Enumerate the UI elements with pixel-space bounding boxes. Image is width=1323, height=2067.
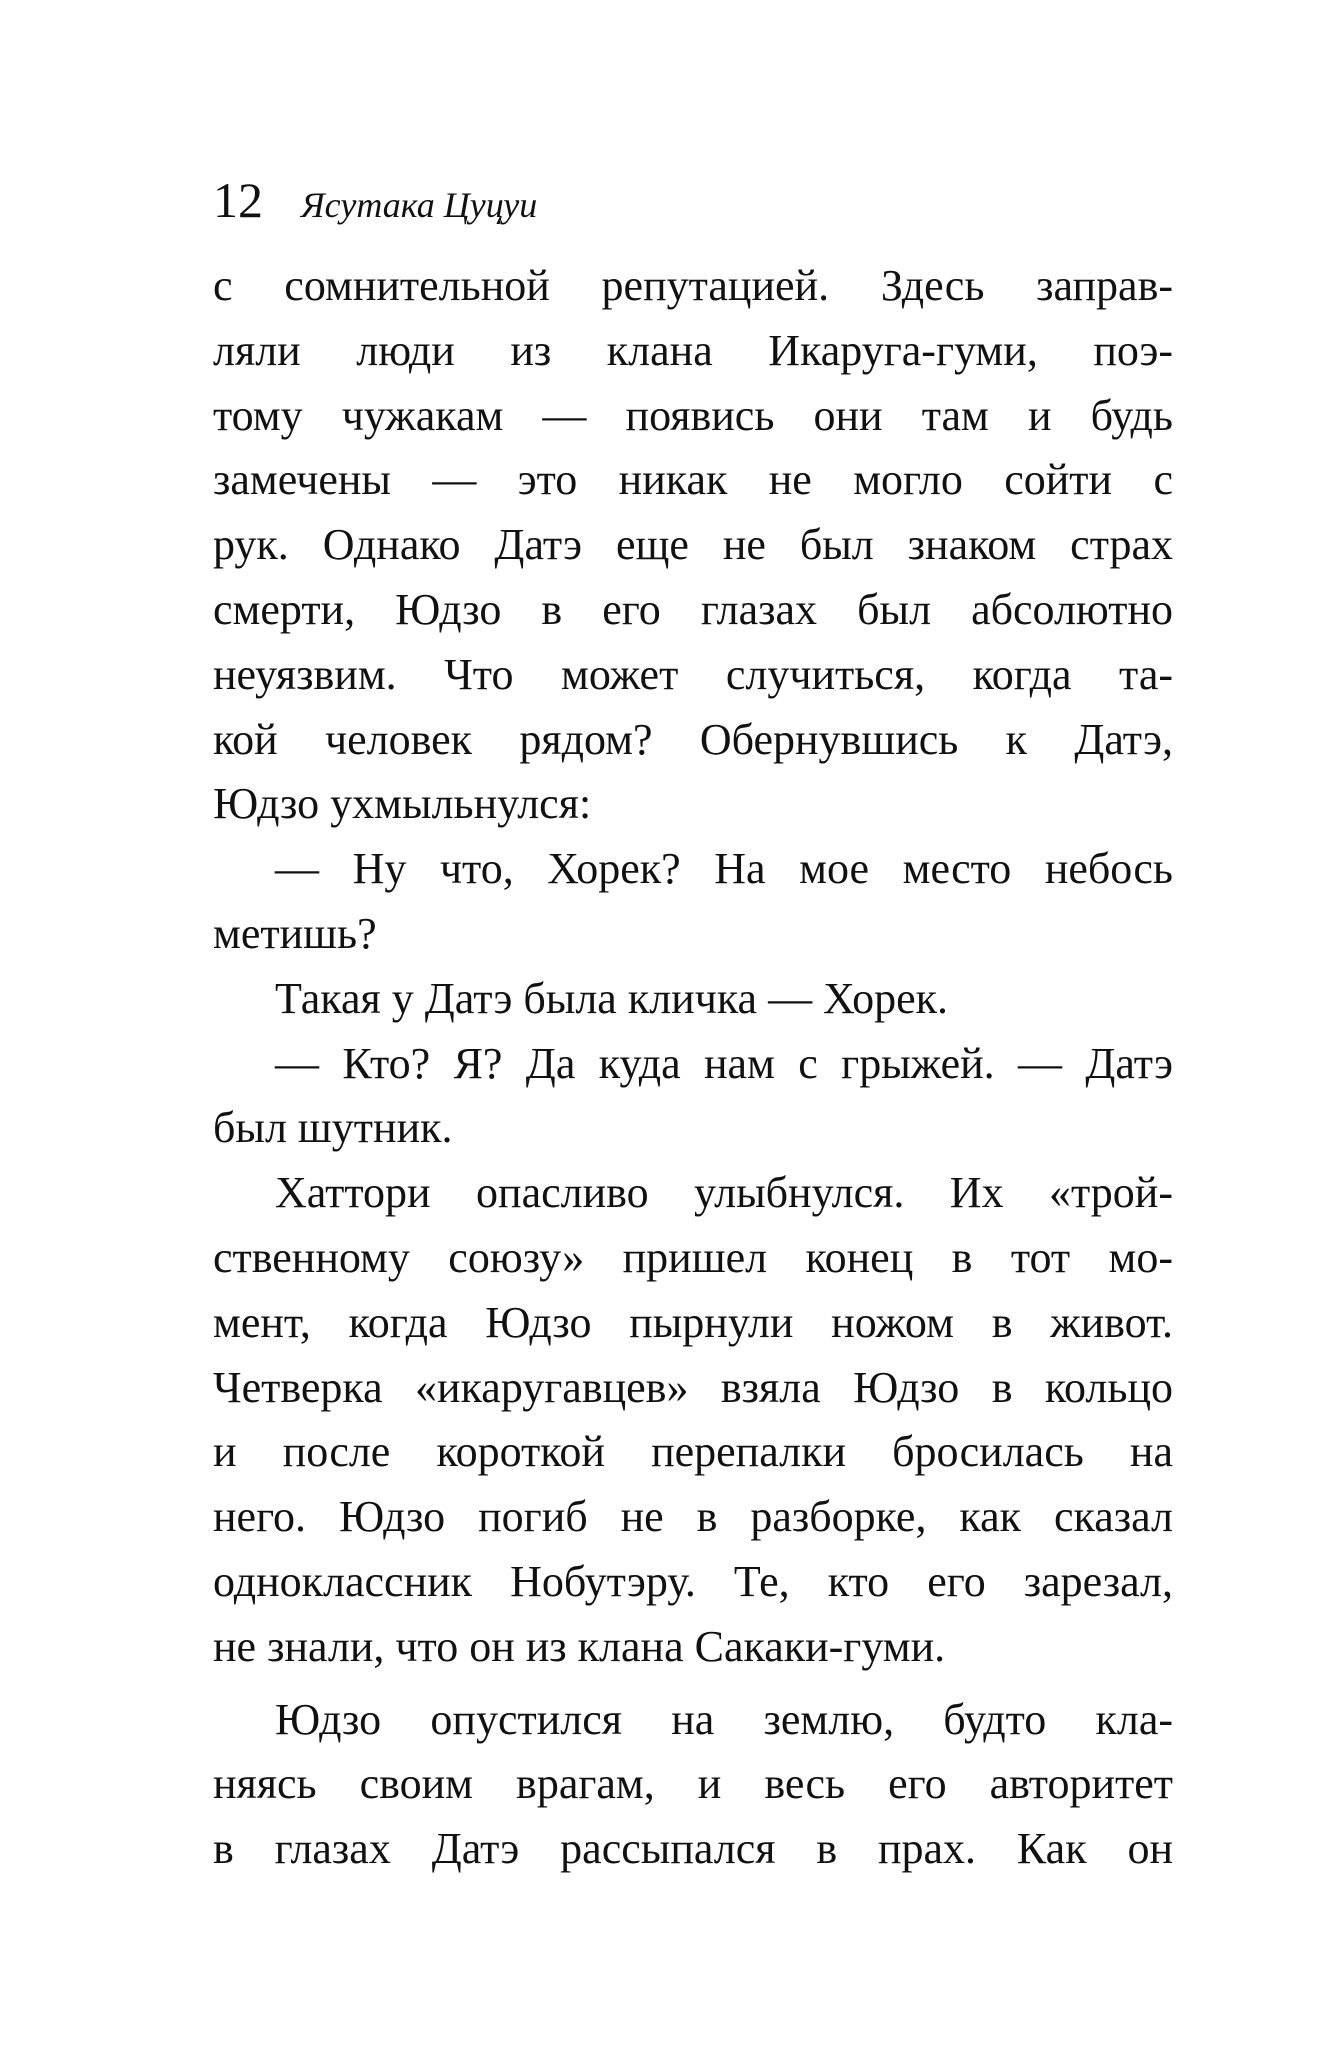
text-line: ляли люди из клана Икаруга-гуми, поэ- — [213, 325, 1173, 375]
text-line: кой человек рядом? Обернувшись к Датэ, — [213, 714, 1173, 764]
running-head-author: Ясутака Цуцуи — [301, 185, 538, 225]
text-line: не знали, что он из клана Сакаки-гуми. — [213, 1621, 946, 1671]
text-line: Такая у Датэ была кличка — Хорек. — [275, 973, 948, 1023]
text-line: Четверка «икаругавцев» взяла Юдзо в кольцо — [213, 1362, 1173, 1412]
text-line: — Ну что, Хорек? На мое место небось — [275, 844, 1173, 894]
text-line: него. Юдзо погиб не в разборке, как сказал — [213, 1492, 1173, 1542]
text-line: Юдзо ухмыльнулся: — [213, 779, 592, 829]
text-line: и после короткой перепалки бросилась на — [213, 1427, 1173, 1477]
page-header — [213, 168, 537, 232]
text-line: был шутник. — [213, 1103, 453, 1153]
text-line: в глазах Датэ рассыпался в прах. Как он — [213, 1824, 1173, 1874]
text-line: ственному союзу» пришел конец в тот мо- — [213, 1232, 1173, 1282]
text-line: няясь своим врагам, и весь его авторитет — [213, 1759, 1173, 1809]
text-line: смерти, Юдзо в его глазах был абсолютно — [213, 584, 1173, 634]
text-line: метишь? — [213, 908, 377, 958]
text-line: Юдзо опустился на землю, будто кла- — [275, 1694, 1173, 1744]
page-number: 12 — [213, 172, 263, 228]
text-line: — Кто? Я? Да куда нам с грыжей. — Датэ — [275, 1038, 1173, 1088]
body-text — [213, 254, 1173, 1882]
text-line: с сомнительной репутацией. Здесь заправ- — [213, 261, 1173, 310]
text-line: неуязвим. Что может случиться, когда та- — [213, 649, 1173, 699]
text-line: Хаттори опасливо улыбнулся. Их «трой- — [275, 1168, 1173, 1218]
paragraph-gap — [213, 1680, 1173, 1688]
text-line: одноклассник Нобутэру. Те, кто его зарезал, — [213, 1556, 1173, 1606]
text-line: замечены — это никак не могло сойти с — [213, 455, 1173, 505]
text-line: мент, когда Юдзо пырнули ножом в живот. — [213, 1297, 1173, 1347]
text-line: тому чужакам — появись они там и будь — [213, 390, 1173, 440]
text-line: рук. Однако Датэ еще не был знаком страх — [213, 520, 1173, 570]
